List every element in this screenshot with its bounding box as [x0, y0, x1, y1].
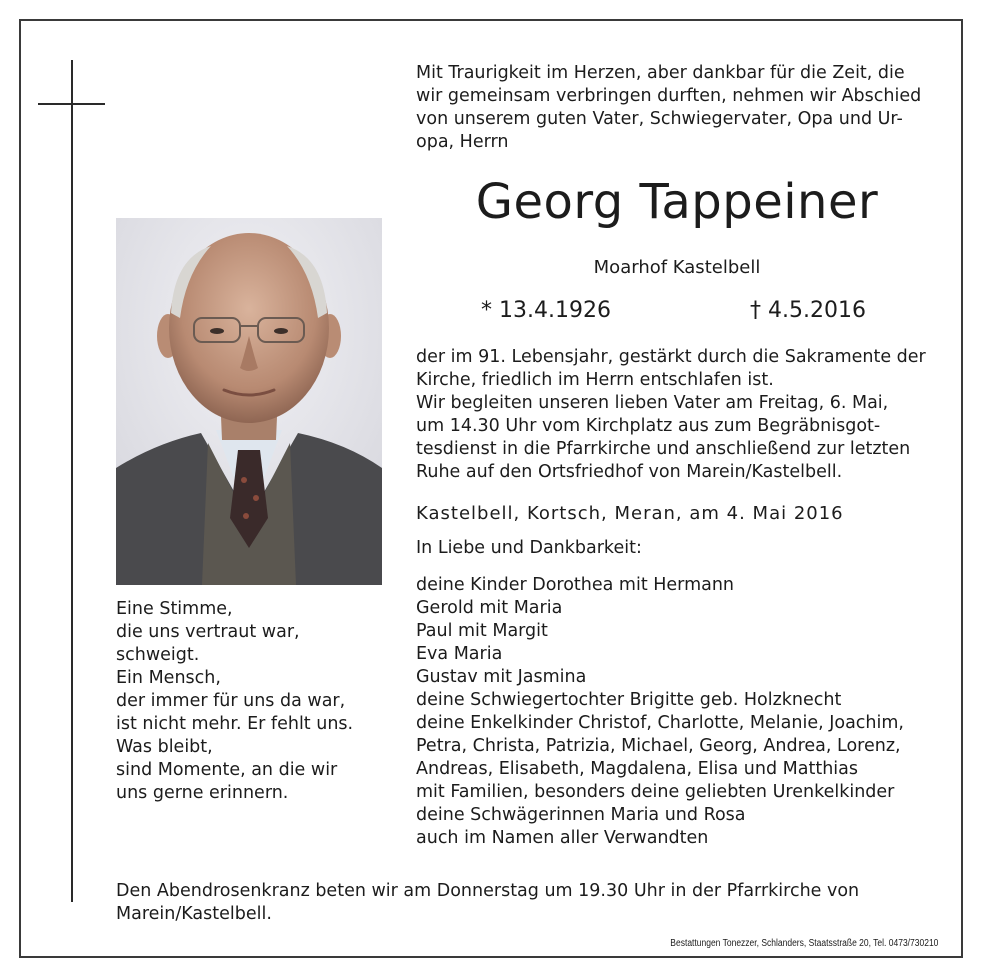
farm-place: Moarhof Kastelbell	[593, 257, 761, 278]
funeral-home-credit: Bestattungen Tonezzer, Schlanders, Staatsstraße 20, Tel. 0473/730210	[669, 938, 938, 949]
deceased-name: Georg Tappeiner	[475, 174, 879, 230]
intro-line: Mit Traurigkeit im Herzen, aber dankbar für die Zeit, die	[416, 63, 905, 83]
body-line: Wir begleiten unseren lieben Vater am Freitag, 6. Mai,	[416, 393, 889, 413]
death-date: † 4.5.2016	[750, 298, 866, 323]
family-line: deine Schwägerinnen Maria und Rosa	[416, 805, 746, 825]
family-line: Petra, Christa, Patrizia, Michael, Georg, Andrea, Lorenz,	[416, 736, 901, 756]
family-line: Paul mit Margit	[416, 621, 548, 641]
family-line: Andreas, Elisabeth, Magdalena, Elisa und Matthias	[416, 759, 859, 779]
poem-line: Ein Mensch,	[116, 668, 221, 688]
family-line: Eva Maria	[416, 644, 503, 664]
footer-line: Marein/Kastelbell.	[116, 904, 272, 924]
rosary-notice	[116, 880, 938, 926]
intro-line: opa, Herrn	[416, 132, 509, 152]
poem-line: ist nicht mehr. Er fehlt uns.	[116, 714, 354, 734]
intro-line: von unserem guten Vater, Schwiegervater, Opa und Ur-	[416, 109, 903, 129]
poem-line: Eine Stimme,	[116, 599, 233, 619]
body-line: um 14.30 Uhr vom Kirchplatz aus zum Begräbnisgot-	[416, 416, 881, 436]
funeral-details	[416, 346, 938, 484]
family-line: auch im Namen aller Verwandten	[416, 828, 709, 848]
family-line: deine Schwiegertochter Brigitte geb. Holzknecht	[416, 690, 842, 710]
poem-line: Was bleibt,	[116, 737, 213, 757]
family-line: mit Familien, besonders deine geliebten Urenkelkinder	[416, 782, 895, 802]
memorial-poem	[116, 598, 386, 805]
portrait-photo	[116, 218, 382, 585]
poem-line: uns gerne erinnern.	[116, 783, 289, 803]
footer-line: Den Abendrosenkranz beten wir am Donnerstag um 19.30 Uhr in der Pfarrkirche von	[116, 881, 860, 901]
birth-date: * 13.4.1926	[481, 298, 611, 323]
intro-text	[416, 62, 938, 154]
body-line: tesdienst in die Pfarrkirche und anschließend zur letzten	[416, 439, 911, 459]
family-list	[416, 574, 938, 850]
cross-horizontal-bar	[38, 103, 105, 105]
family-line: deine Enkelkinder Christof, Charlotte, Melanie, Joachim,	[416, 713, 904, 733]
body-line: Ruhe auf den Ortsfriedhof von Marein/Kastelbell.	[416, 462, 843, 482]
family-line: Gustav mit Jasmina	[416, 667, 587, 687]
dateline: Kastelbell, Kortsch, Meran, am 4. Mai 2016	[416, 503, 844, 524]
family-line: Gerold mit Maria	[416, 598, 563, 618]
poem-line: schweigt.	[116, 645, 200, 665]
intro-line: wir gemeinsam verbringen durften, nehmen wir Abschied	[416, 86, 922, 106]
family-line: deine Kinder Dorothea mit Hermann	[416, 575, 735, 595]
body-line: der im 91. Lebensjahr, gestärkt durch die Sakramente der	[416, 347, 926, 367]
poem-line: der immer für uns da war,	[116, 691, 346, 711]
poem-line: sind Momente, an die wir	[116, 760, 338, 780]
poem-line: die uns vertraut war,	[116, 622, 300, 642]
cross-vertical-bar	[71, 60, 73, 902]
body-line: Kirche, friedlich im Herrn entschlafen ist.	[416, 370, 774, 390]
dankbarkeit-line: In Liebe und Dankbarkeit:	[416, 538, 642, 558]
